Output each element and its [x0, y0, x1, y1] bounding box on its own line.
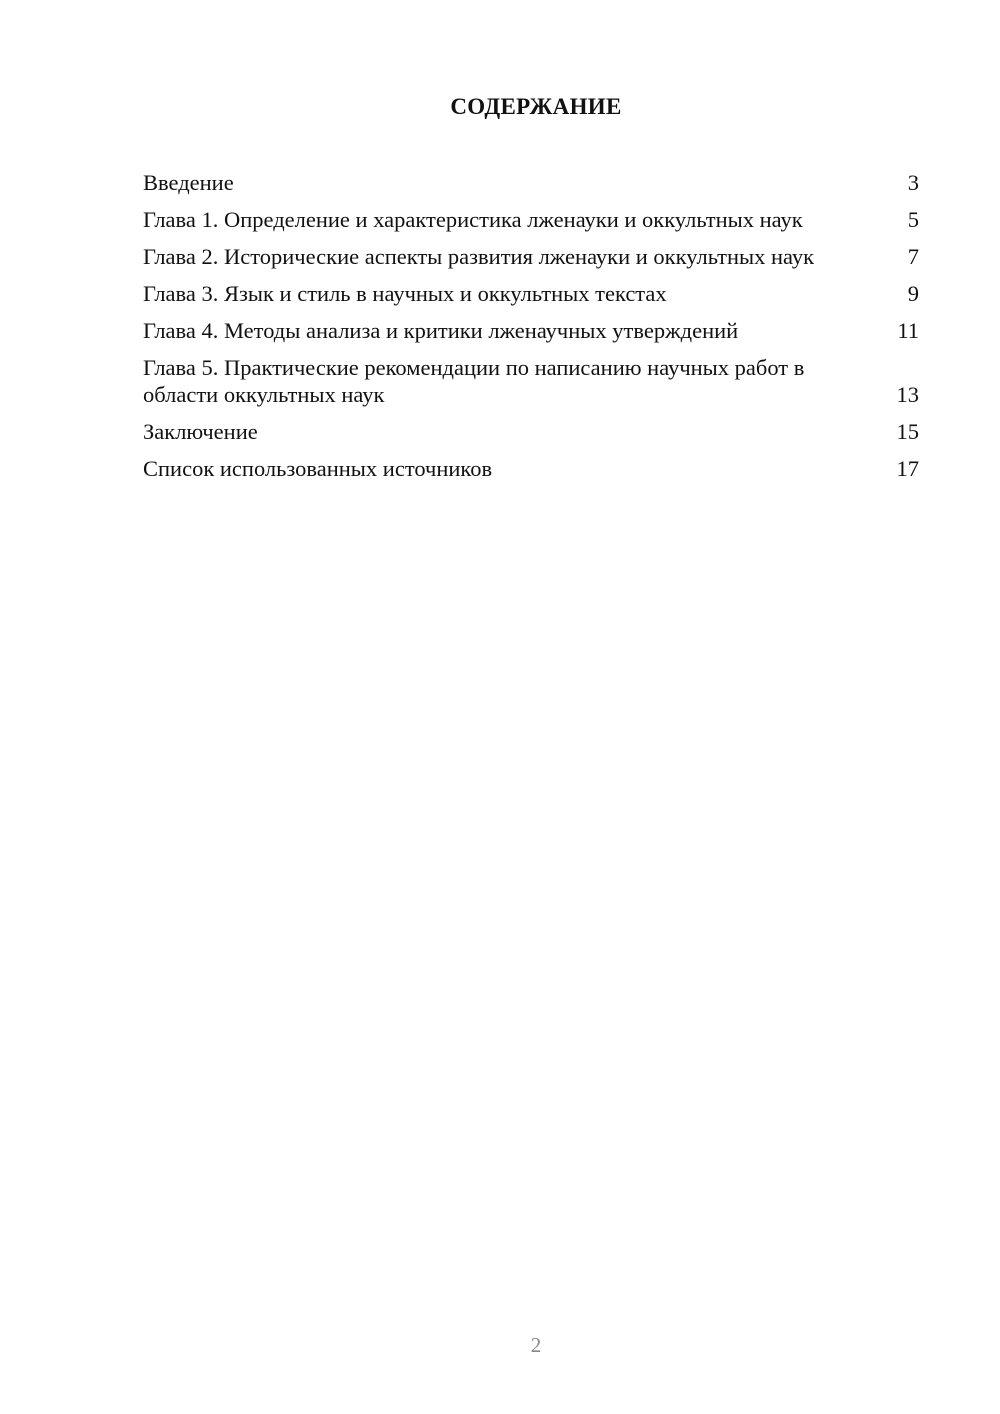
toc-entry-page: 5	[907, 207, 919, 232]
toc-entry-title: Глава 4. Методы анализа и критики лженаучных утверждений	[143, 318, 739, 343]
toc-entry-title: Глава 2. Исторические аспекты развития лженауки и оккультных наук	[143, 244, 815, 269]
toc-entry-page: 11	[897, 318, 919, 343]
toc-entry-page: 9	[907, 281, 919, 306]
page-title: СОДЕРЖАНИЕ	[450, 94, 622, 119]
toc-entry-page: 7	[907, 244, 919, 269]
toc-entry-page: 3	[907, 170, 919, 195]
toc-entry-title: Глава 5. Практические рекомендации по написанию научных работ в области оккультных наук	[143, 355, 805, 407]
toc-entry-title: Введение	[143, 170, 234, 195]
toc-entry-chapter-5[interactable]	[143, 354, 919, 408]
toc-entry-chapter-1[interactable]	[143, 206, 919, 233]
toc-entry-chapter-3[interactable]	[143, 280, 919, 307]
toc-entry-conclusion[interactable]	[143, 418, 919, 445]
toc-entry-title: Глава 3. Язык и стиль в научных и оккультных текстах	[143, 281, 667, 306]
toc-entry-chapter-2[interactable]	[143, 243, 919, 270]
table-of-contents	[143, 169, 919, 492]
toc-entry-title: Заключение	[143, 419, 258, 444]
toc-entry-introduction[interactable]	[143, 169, 919, 196]
toc-entry-chapter-4[interactable]	[143, 317, 919, 344]
toc-entry-page: 15	[896, 419, 919, 444]
toc-entry-title: Список использованных источников	[143, 456, 493, 481]
toc-entry-page: 17	[896, 456, 919, 481]
toc-entry-page: 13	[896, 382, 919, 407]
page-number: 2	[530, 1333, 542, 1357]
toc-entry-title: Глава 1. Определение и характеристика лженауки и оккультных наук	[143, 207, 803, 232]
toc-entry-references[interactable]	[143, 455, 919, 482]
